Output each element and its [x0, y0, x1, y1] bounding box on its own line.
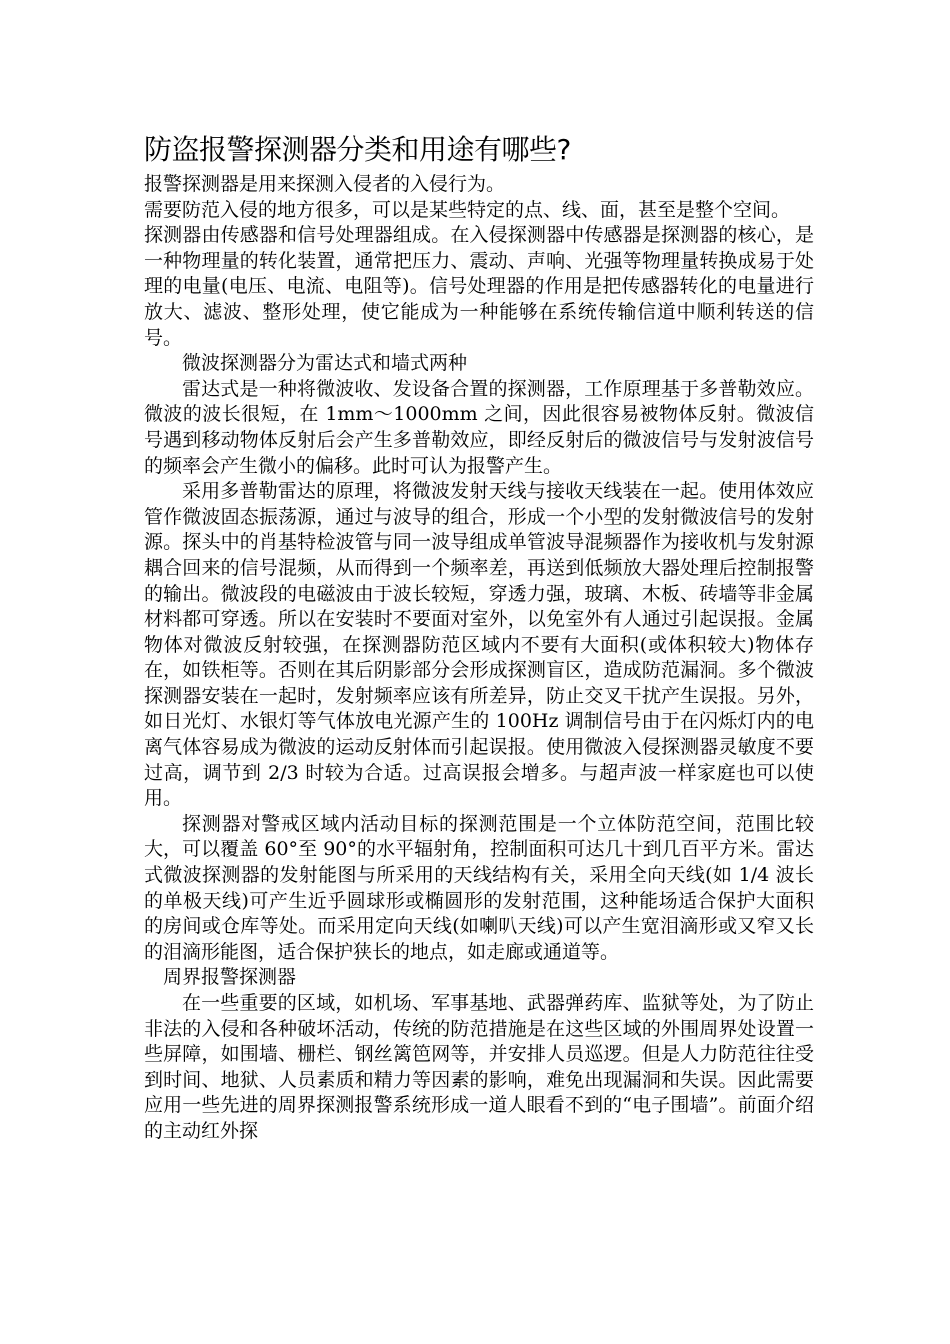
paragraph-intro: 报警探测器是用来探测入侵者的入侵行为。 [144, 173, 506, 195]
heading-microwave-types: 微波探测器分为雷达式和墙式两种 [182, 352, 468, 375]
heading-perimeter-detector: 周界报警探测器 [163, 966, 297, 989]
paragraph-perimeter: 在一些重要的区域，如机场、军事基地、武器弹药库、监狱等处，为了防止非法的入侵和各种破坏活动，传统的防范措施是在这些区域的外围周界处设置一些屏障，如围墙、栅栏、钢丝篱笆网等，并安排人员巡逻。但是人力防范往往受到时间、地狱、人员素质和精力等因素的影响，难免出现漏洞和失误。因此需要应用一些先进的周界探测报警系统形成一道人眼看不到的“电子围墙”。前面介绍的主动红外探 [144, 992, 814, 1142]
paragraph-radar-type: 雷达式是一种将微波收、发设备合置的探测器，工作原理基于多普勒效应。微波的波长很短，在 1mm～1000mm 之间，因此很容易被物体反射。微波信号遇到移动物体反射后会产生多普勒效应，即经反射后的微波信号与发射波信号的频率会产生微小的偏移。此时可认为报警产生。 [144, 377, 814, 477]
paragraph-scope: 需要防范入侵的地方很多，可以是某些特定的点、线、面，甚至是整个空间。 [144, 198, 791, 221]
paragraph-components: 探测器由传感器和信号处理器组成。在入侵探测器中传感器是探测器的核心，是一种物理量的转化装置，通常把压力、震动、声响、光强等物理量转换成易于处理的电量(电压、电流、电阻等)。信号处理器的作用是把传感器转化的电量进行放大、滤波、整形处理，使它能成为一种能够在系统传输信道中顺利转送的信号。 [144, 224, 814, 349]
paragraph-doppler-radar: 采用多普勒雷达的原理，将微波发射天线与接收天线装在一起。使用体效应管作微波固态振荡源，通过与波导的组合，形成一个小型的发射微波信号的发射源。探头中的肖基特检波管与同一波导组成单管波导混频器作为接收机与发射源耦合回来的信号混频，从而得到一个频率差，再送到低频放大器处理后控制报警的输出。微波段的电磁波由于波长较短，穿透力强，玻璃、木板、砖墙等非金属材料都可穿透。所以在安装时不要面对室外，以免室外有人通过引起误报。金属物体对微波反射较强，在探测器防范区域内不要有大面积(或体积较大)物体存在，如铁柜等。否则在其后阴影部分会形成探测盲区，造成防范漏洞。多个微波探测器安装在一起时，发射频率应该有所差异，防止交叉干扰产生误报。另外，如日光灯、水银灯等气体放电光源产生的 100Hz 调制信号由于在闪烁灯内的电离气体容易成为微波的运动反射体而引起误报。使用微波入侵探测器灵敏度不要过高，调节到 2/3 时较为合适。过高误报会增多。与超声波一样家庭也可以使用。 [144, 480, 814, 810]
paragraph-detection-range: 探测器对警戒区域内活动目标的探测范围是一个立体防范空间，范围比较大，可以覆盖 60°至 90°的水平辐射角，控制面积可达几十到几百平方米。雷达式微波探测器的发射能图与所采用的天线结构有关，采用全向天线(如 1/4 波长的单极天线)可产生近乎圆球形或椭圆形的发射范围，这种能场适合保护大面积的房间或仓库等处。而采用定向天线(如喇叭天线)可以产生宽泪滴形或又窄又长的泪滴形能图，适合保护狭长的地点，如走廊或通道等。 [144, 812, 814, 963]
document-page [144, 128, 814, 1145]
document-title: 防盗报警探测器分类和用途有哪些? [144, 133, 571, 166]
